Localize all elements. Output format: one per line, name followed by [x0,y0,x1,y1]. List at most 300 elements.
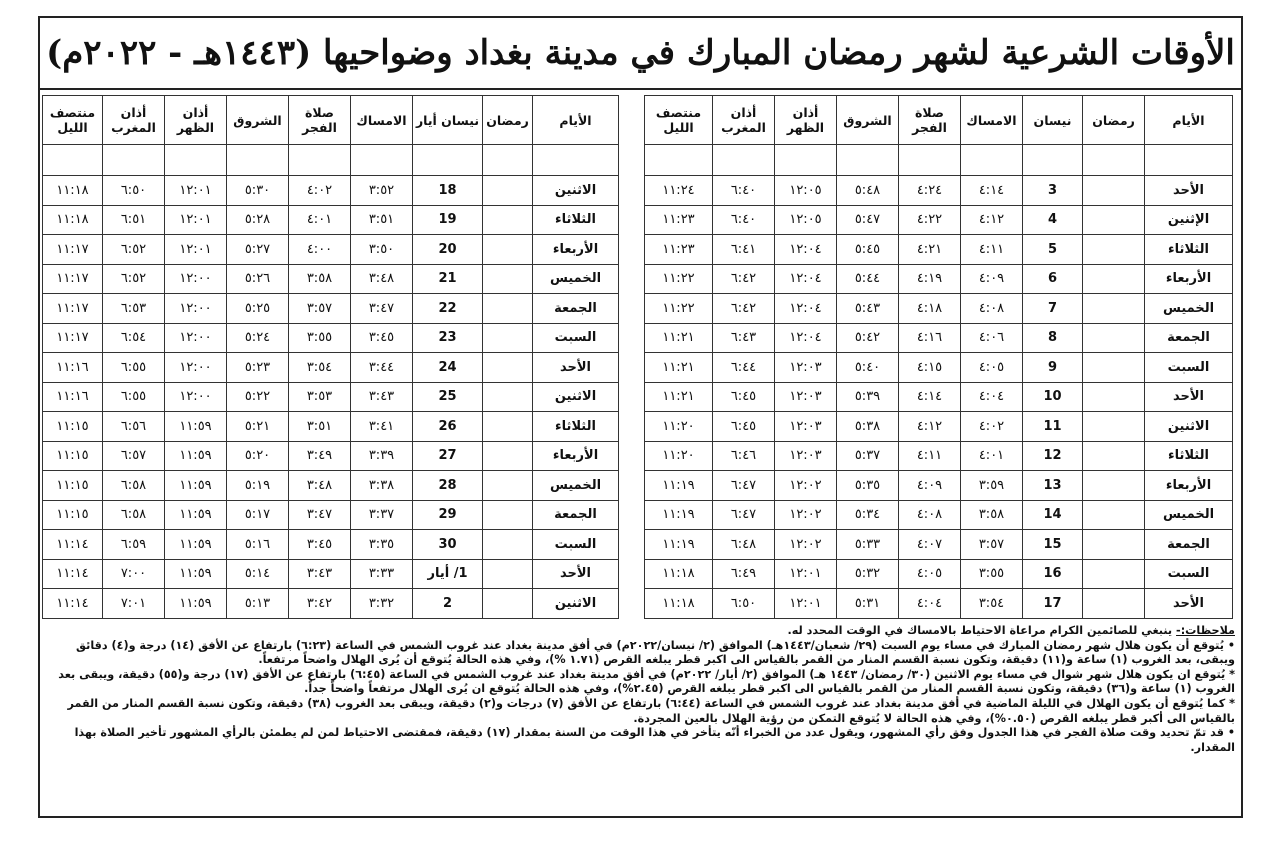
table-row [43,294,619,324]
day-cell: الجمعة [1145,323,1233,353]
imsak-cell: ٤:٠٩ [961,264,1023,294]
date-cell: 8 [1023,323,1083,353]
dhuhr-cell: ١٢:٠٣ [775,382,837,412]
ramadan-cell [1083,353,1145,383]
empty-cell [43,145,103,176]
empty-cell [533,145,619,176]
imsak-cell: ٣:٥٥ [961,559,1023,589]
dhuhr-cell: ١٢:٠٤ [775,323,837,353]
midnight-cell: ١١:٢٣ [645,235,713,265]
date-cell: 10 [1023,382,1083,412]
fajr-cell: ٣:٤٣ [289,559,351,589]
empty-cell [351,145,413,176]
day-cell: السبت [1145,559,1233,589]
timetable-first-half [644,95,1233,619]
ramadan-cell [483,412,533,442]
dhuhr-cell: ١٢:٠٤ [775,294,837,324]
ramadan-cell [1083,235,1145,265]
day-cell: الخميس [533,471,619,501]
column-header-ramadan: رمضان [1083,96,1145,145]
column-header-day: الأيام [1145,96,1233,145]
dhuhr-cell: ١١:٥٩ [165,471,227,501]
fajr-cell: ٤:٠٤ [899,589,961,619]
maghrib-cell: ٦:٥٠ [103,176,165,206]
dhuhr-cell: ١١:٥٩ [165,559,227,589]
imsak-cell: ٤:٠١ [961,441,1023,471]
dhuhr-cell: ١٢:٠٣ [775,441,837,471]
fajr-cell: ٤:٢٤ [899,176,961,206]
table-row [645,530,1233,560]
fajr-cell: ٤:١٨ [899,294,961,324]
table-row [43,441,619,471]
table-row [43,382,619,412]
shurooq-cell: ٥:٣٥ [837,471,899,501]
fajr-cell: ٤:١٩ [899,264,961,294]
imsak-cell: ٤:٠٦ [961,323,1023,353]
date-cell: 1/ أيار [413,559,483,589]
midnight-cell: ١١:١٦ [43,382,103,412]
table-row [645,353,1233,383]
day-cell: الأحد [1145,176,1233,206]
ramadan-cell [1083,530,1145,560]
table-row [43,235,619,265]
midnight-cell: ١١:٢٤ [645,176,713,206]
date-cell: 22 [413,294,483,324]
day-cell: السبت [1145,353,1233,383]
column-header-dhuhr: أذان الظهر [165,96,227,145]
midnight-cell: ١١:٢٠ [645,412,713,442]
day-cell: الجمعة [1145,530,1233,560]
day-cell: الثلاثاء [533,412,619,442]
column-header-fajr: صلاة الفجر [899,96,961,145]
maghrib-cell: ٦:٥٥ [103,382,165,412]
date-cell: 3 [1023,176,1083,206]
ramadan-cell [483,500,533,530]
maghrib-cell: ٦:٤٢ [713,294,775,324]
table-row [43,530,619,560]
maghrib-cell: ٦:٥٦ [103,412,165,442]
date-cell: 19 [413,205,483,235]
shurooq-cell: ٥:٤٢ [837,323,899,353]
empty-cell [413,145,483,176]
notes-section [44,624,1235,755]
date-cell: 9 [1023,353,1083,383]
shurooq-cell: ٥:٤٣ [837,294,899,324]
date-cell: 2 [413,589,483,619]
ramadan-cell [1083,589,1145,619]
fajr-cell: ٤:٠٥ [899,559,961,589]
midnight-cell: ١١:١٥ [43,441,103,471]
imsak-cell: ٣:٤١ [351,412,413,442]
column-header-midnight: منتصف الليل [645,96,713,145]
day-cell: الاثنين [533,382,619,412]
shurooq-cell: ٥:١٤ [227,559,289,589]
shurooq-cell: ٥:٣٩ [837,382,899,412]
ramadan-cell [483,323,533,353]
shurooq-cell: ٥:٣١ [837,589,899,619]
date-cell: 28 [413,471,483,501]
shurooq-cell: ٥:١٦ [227,530,289,560]
table-header-row [43,96,619,145]
date-cell: 14 [1023,500,1083,530]
column-header-fajr: صلاة الفجر [289,96,351,145]
table-row [43,412,619,442]
midnight-cell: ١١:١٧ [43,323,103,353]
day-cell: الثلاثاء [533,205,619,235]
fajr-cell: ٣:٥٧ [289,294,351,324]
date-cell: 27 [413,441,483,471]
table-row [645,471,1233,501]
imsak-cell: ٣:٤٣ [351,382,413,412]
fajr-cell: ٤:١٢ [899,412,961,442]
maghrib-cell: ٦:٤٧ [713,471,775,501]
day-cell: الثلاثاء [1145,235,1233,265]
midnight-cell: ١١:١٧ [43,235,103,265]
note-1: ينبغي للصائمين الكرام مراعاة الاحتياط بالامساك في الوقت المحدد له. [787,624,1173,637]
imsak-cell: ٤:٠٨ [961,294,1023,324]
timetable-second-half [42,95,619,619]
midnight-cell: ١١:٢٠ [645,441,713,471]
ramadan-cell [483,589,533,619]
empty-cell [713,145,775,176]
ramadan-cell [483,294,533,324]
empty-cell [899,145,961,176]
table-row [43,589,619,619]
column-header-imsak: الامساك [961,96,1023,145]
shurooq-cell: ٥:٢١ [227,412,289,442]
fajr-cell: ٤:١٥ [899,353,961,383]
empty-cell [775,145,837,176]
dhuhr-cell: ١٢:٠٤ [775,264,837,294]
empty-cell [1083,145,1145,176]
ramadan-cell [1083,205,1145,235]
day-cell: الاثنين [533,176,619,206]
imsak-cell: ٣:٣٩ [351,441,413,471]
fajr-cell: ٣:٤٢ [289,589,351,619]
dhuhr-cell: ١٢:٠٣ [775,353,837,383]
blank-row [43,145,619,176]
note-2: • يُتوقع أن يكون هلال شهر رمضان المبارك في مساء يوم السبت (٢٩/ شعبان/١٤٤٣هـ) الموافق (٢/ نيسان/٢٠٢٢م) في أفق مدينة بغداد عند غروب الشمس في الساعة (٦:٢٣) بارتفاع عن الأفق (١٤) درجة و(٤) دقائق ويبقى، بعد الغروب (١) ساعة و(١١) دقيقة، وتكون نسبة القسم المنار من القمر بالقياس الى اكبر قطر يبلغه القرص (١.٧١ %)، وفي هذه الحالة يُتوقع أن يُرى الهلال واضحاً مرتفعاً. [76,638,1235,667]
day-cell: الخميس [1145,294,1233,324]
date-cell: 20 [413,235,483,265]
maghrib-cell: ٦:٥٤ [103,323,165,353]
fajr-cell: ٤:٢٢ [899,205,961,235]
dhuhr-cell: ١٢:٠٢ [775,530,837,560]
imsak-cell: ٣:٤٧ [351,294,413,324]
maghrib-cell: ٦:٤٠ [713,205,775,235]
day-cell: الأحد [533,559,619,589]
timetable-sheet [38,16,1243,818]
ramadan-cell [1083,559,1145,589]
shurooq-cell: ٥:٢٤ [227,323,289,353]
dhuhr-cell: ١١:٥٩ [165,589,227,619]
day-cell: السبت [533,323,619,353]
midnight-cell: ١١:١٦ [43,353,103,383]
dhuhr-cell: ١٢:٠٠ [165,294,227,324]
fajr-cell: ٤:٠٨ [899,500,961,530]
table-row [645,323,1233,353]
dhuhr-cell: ١٢:٠٠ [165,382,227,412]
column-header-date: نيسان أيار [413,96,483,145]
maghrib-cell: ٦:٥٠ [713,589,775,619]
ramadan-cell [483,441,533,471]
ramadan-cell [483,471,533,501]
table-row [645,205,1233,235]
fajr-cell: ٣:٥٤ [289,353,351,383]
shurooq-cell: ٥:١٧ [227,500,289,530]
ramadan-cell [483,235,533,265]
fajr-cell: ٣:٤٩ [289,441,351,471]
maghrib-cell: ٦:٥٢ [103,264,165,294]
fajr-cell: ٤:١٤ [899,382,961,412]
midnight-cell: ١١:١٧ [43,264,103,294]
shurooq-cell: ٥:٢٦ [227,264,289,294]
fajr-cell: ٣:٤٥ [289,530,351,560]
notes-heading: ملاحظات:- [1176,624,1235,637]
fajr-cell: ٤:٠١ [289,205,351,235]
column-header-maghrib: أذان المغرب [103,96,165,145]
fajr-cell: ٤:٠٩ [899,471,961,501]
shurooq-cell: ٥:٢٨ [227,205,289,235]
empty-cell [483,145,533,176]
table-row [43,559,619,589]
midnight-cell: ١١:١٤ [43,530,103,560]
blank-row [645,145,1233,176]
dhuhr-cell: ١٢:٠٥ [775,205,837,235]
shurooq-cell: ٥:٤٥ [837,235,899,265]
shurooq-cell: ٥:٣٧ [837,441,899,471]
date-cell: 26 [413,412,483,442]
date-cell: 25 [413,382,483,412]
maghrib-cell: ٦:٤٥ [713,412,775,442]
table-row [645,294,1233,324]
date-cell: 4 [1023,205,1083,235]
midnight-cell: ١١:١٥ [43,471,103,501]
shurooq-cell: ٥:٣٣ [837,530,899,560]
fajr-cell: ٣:٥١ [289,412,351,442]
ramadan-cell [483,382,533,412]
page-title: الأوقات الشرعية لشهر رمضان المبارك في مدينة بغداد وضواحيها (١٤٤٣هـ - ٢٠٢٢م) [40,18,1241,90]
table-row [645,264,1233,294]
table-row [645,559,1233,589]
date-cell: 5 [1023,235,1083,265]
imsak-cell: ٣:٤٨ [351,264,413,294]
fajr-cell: ٤:١١ [899,441,961,471]
fajr-cell: ٤:١٦ [899,323,961,353]
imsak-cell: ٣:٥٤ [961,589,1023,619]
dhuhr-cell: ١١:٥٩ [165,441,227,471]
date-cell: 13 [1023,471,1083,501]
date-cell: 11 [1023,412,1083,442]
column-header-midnight: منتصف الليل [43,96,103,145]
imsak-cell: ٣:٥٩ [961,471,1023,501]
ramadan-cell [483,559,533,589]
fajr-cell: ٤:٢١ [899,235,961,265]
table-row [43,264,619,294]
empty-cell [165,145,227,176]
empty-cell [103,145,165,176]
midnight-cell: ١١:١٤ [43,559,103,589]
imsak-cell: ٣:٣٧ [351,500,413,530]
shurooq-cell: ٥:٢٣ [227,353,289,383]
date-cell: 29 [413,500,483,530]
ramadan-cell [483,264,533,294]
midnight-cell: ١١:١٨ [43,205,103,235]
table-row [645,441,1233,471]
imsak-cell: ٣:٥٨ [961,500,1023,530]
maghrib-cell: ٧:٠٠ [103,559,165,589]
empty-cell [289,145,351,176]
table-row [43,176,619,206]
midnight-cell: ١١:٢٢ [645,264,713,294]
shurooq-cell: ٥:٤٠ [837,353,899,383]
ramadan-cell [1083,294,1145,324]
imsak-cell: ٣:٥١ [351,205,413,235]
shurooq-cell: ٥:٤٧ [837,205,899,235]
shurooq-cell: ٥:٤٤ [837,264,899,294]
day-cell: الإثنين [1145,205,1233,235]
ramadan-cell [483,530,533,560]
dhuhr-cell: ١٢:٠٢ [775,500,837,530]
midnight-cell: ١١:١٥ [43,412,103,442]
imsak-cell: ٤:١١ [961,235,1023,265]
imsak-cell: ٣:٣٣ [351,559,413,589]
date-cell: 18 [413,176,483,206]
midnight-cell: ١١:٢٢ [645,294,713,324]
midnight-cell: ١١:١٧ [43,294,103,324]
date-cell: 16 [1023,559,1083,589]
date-cell: 24 [413,353,483,383]
maghrib-cell: ٦:٥٩ [103,530,165,560]
date-cell: 15 [1023,530,1083,560]
dhuhr-cell: ١٢:٠٠ [165,353,227,383]
dhuhr-cell: ١٢:٠٤ [775,235,837,265]
imsak-cell: ٤:٠٤ [961,382,1023,412]
date-cell: 6 [1023,264,1083,294]
maghrib-cell: ٦:٤٦ [713,441,775,471]
dhuhr-cell: ١٢:٠٥ [775,176,837,206]
table-row [43,323,619,353]
imsak-cell: ٣:٥٧ [961,530,1023,560]
dhuhr-cell: ١٢:٠٠ [165,323,227,353]
column-header-imsak: الامساك [351,96,413,145]
midnight-cell: ١١:١٩ [645,530,713,560]
date-cell: 30 [413,530,483,560]
dhuhr-cell: ١٢:٠١ [775,589,837,619]
dhuhr-cell: ١١:٥٩ [165,412,227,442]
midnight-cell: ١١:١٨ [43,176,103,206]
empty-cell [961,145,1023,176]
empty-cell [837,145,899,176]
day-cell: الخميس [1145,500,1233,530]
dhuhr-cell: ١٢:٠١ [165,205,227,235]
shurooq-cell: ٥:٢٧ [227,235,289,265]
midnight-cell: ١١:١٩ [645,500,713,530]
ramadan-cell [1083,412,1145,442]
day-cell: السبت [533,530,619,560]
day-cell: الأحد [1145,589,1233,619]
midnight-cell: ١١:١٤ [43,589,103,619]
dhuhr-cell: ١٢:٠٠ [165,264,227,294]
empty-cell [227,145,289,176]
maghrib-cell: ٦:٤٤ [713,353,775,383]
day-cell: الثلاثاء [1145,441,1233,471]
column-header-ramadan: رمضان [483,96,533,145]
maghrib-cell: ٦:٥٨ [103,471,165,501]
imsak-cell: ٤:١٤ [961,176,1023,206]
imsak-cell: ٣:٤٤ [351,353,413,383]
maghrib-cell: ٦:٤٢ [713,264,775,294]
maghrib-cell: ٦:٥٢ [103,235,165,265]
imsak-cell: ٣:٣٥ [351,530,413,560]
midnight-cell: ١١:١٨ [645,559,713,589]
ramadan-cell [483,353,533,383]
dhuhr-cell: ١١:٥٩ [165,530,227,560]
maghrib-cell: ٦:٤٨ [713,530,775,560]
imsak-cell: ٤:٠٥ [961,353,1023,383]
maghrib-cell: ٦:٥٧ [103,441,165,471]
column-header-maghrib: أذان المغرب [713,96,775,145]
shurooq-cell: ٥:٣٢ [837,559,899,589]
ramadan-cell [1083,382,1145,412]
ramadan-cell [483,176,533,206]
day-cell: الأحد [1145,382,1233,412]
maghrib-cell: ٦:٤٣ [713,323,775,353]
table-row [645,500,1233,530]
day-cell: الأربعاء [533,441,619,471]
fajr-cell: ٤:٠٢ [289,176,351,206]
midnight-cell: ١١:٢٣ [645,205,713,235]
maghrib-cell: ٦:٤١ [713,235,775,265]
fajr-cell: ٣:٤٨ [289,471,351,501]
date-cell: 12 [1023,441,1083,471]
midnight-cell: ١١:١٩ [645,471,713,501]
dhuhr-cell: ١٢:٠١ [775,559,837,589]
imsak-cell: ٤:١٢ [961,205,1023,235]
day-cell: الاثنين [1145,412,1233,442]
midnight-cell: ١١:١٨ [645,589,713,619]
table-row [43,500,619,530]
column-header-shurooq: الشروق [227,96,289,145]
table-row [645,176,1233,206]
table-row [43,353,619,383]
maghrib-cell: ٦:٤٠ [713,176,775,206]
fajr-cell: ٤:٠٠ [289,235,351,265]
note-4: * كما يُتوقع أن يكون الهلال في الليلة الماضية في أفق مدينة بغداد عند غروب الشمس في الساعة (٦:٤٤) بارتفاع عن الأفق (٧) درجات و(٢) دقيقة، ويبقى بعد الغروب (٣٨) دقيقة، وتكون نسبة القسم المنار من القمر بالقياس الى أكبر قطر يبلغه القرص (٠.٥٠%)، وفي هذه الحالة لا يُتوقع التمكن من رؤية الهلال بالعين المجردة. [67,696,1235,725]
day-cell: الخميس [533,264,619,294]
table-header-row [645,96,1233,145]
fajr-cell: ٣:٥٥ [289,323,351,353]
fajr-cell: ٤:٠٧ [899,530,961,560]
shurooq-cell: ٥:١٩ [227,471,289,501]
date-cell: 23 [413,323,483,353]
ramadan-cell [1083,441,1145,471]
ramadan-cell [1083,176,1145,206]
empty-cell [1023,145,1083,176]
shurooq-cell: ٥:٢٥ [227,294,289,324]
imsak-cell: ٤:٠٢ [961,412,1023,442]
date-cell: 17 [1023,589,1083,619]
dhuhr-cell: ١٢:٠٢ [775,471,837,501]
table-row [43,205,619,235]
table-row [43,471,619,501]
empty-cell [1145,145,1233,176]
column-header-day: الأيام [533,96,619,145]
date-cell: 21 [413,264,483,294]
ramadan-cell [1083,471,1145,501]
day-cell: الأربعاء [1145,471,1233,501]
maghrib-cell: ٦:٥٨ [103,500,165,530]
